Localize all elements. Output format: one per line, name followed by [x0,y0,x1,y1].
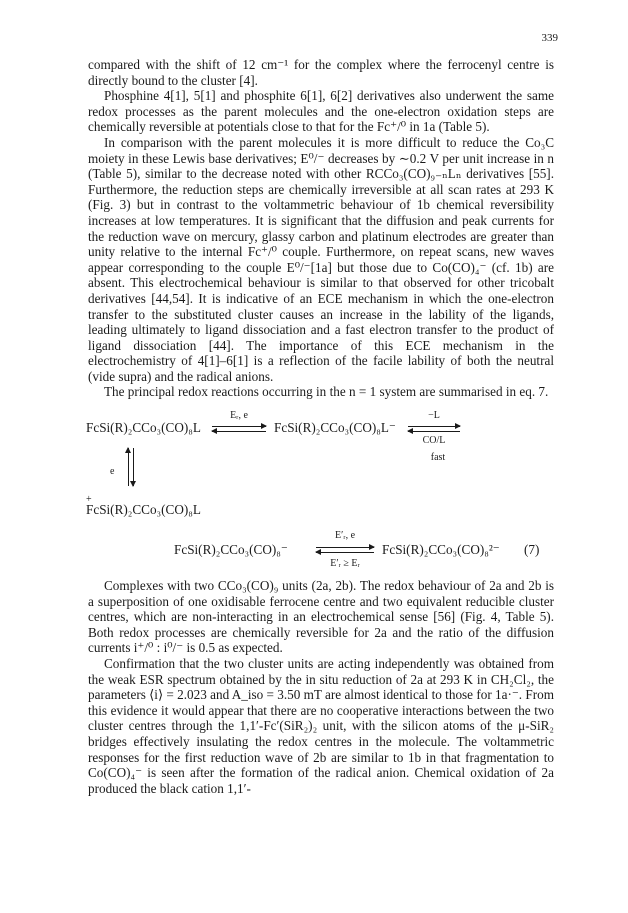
species-anion: FcSi(R)₂CCo₃(CO)₈L⁻ [274,420,396,436]
species-dianion: FcSi(R)₂CCo₃(CO)₈²⁻ [382,542,500,558]
arrow1-back [212,431,266,432]
paragraph-3: In comparison with the parent molecules it is more difficult to reduce the Co₃C moiety in these Lewis base derivatives; E⁰/⁻ decreases by ∼0.2 V per unit increase in n (Table 5), similar to the decrease noted with other RCCo₃(CO)₉₋ₙLₙ derivatives [55]. Furthermore, the reduction steps are chemically irreversible at all scan rates at 293 K (Fig. 3) but in contrast to the voltammetric behaviour of 1b chemical reversibility increases at low temperatures. It is significant that the diffusion and peak currents for the reduction wave on mercury, glassy carbon and platinum electrodes are greater than unity relative to the internal Fc⁺/⁰ couple. Furthermore, on repeat scans, new waves appear corresponding to the couple E⁰/⁻[1a] but those due to Co(CO)₄⁻ (cf. 1b) are absent. This electrochemical behaviour is similar to that observed for other tricobalt derivatives [44,54]. It is indicative of an ECE mechanism in which the one-electron transfer to the substituted cluster causes an increase in the lability of the ligands, leading ultimately to ligand dissociation and a fast electron transfer to the product of ligand dissociation [44]. The importance of this ECE mechanism in the electrochemistry of 4[1]–6[1] is a reflection of the facile lability of both the neutral (vide supra) and the radical anions. [88,134,554,384]
plus-sign: + [86,494,92,506]
page-number: 339 [541,32,558,44]
paragraph-4: The principal redox reactions occurring in the n = 1 system are summarised in eq. 7. [104,384,549,400]
body-text [88,57,554,796]
equation-number: (7) [524,542,540,558]
arrow3-back [316,552,374,553]
arrow1-forward [212,426,266,427]
arrow2-top-label: −L [428,410,440,422]
arrow3-top-label: E′ᵣ, e [334,530,356,542]
electron-label: e [110,466,115,478]
paragraph-2: Phosphine 4[1], 5[1] and phosphite 6[1], 6[2] derivatives also underwent the same redox processes as the parent molecules and the one-electron oxidation steps are chemically reversible at potentials close to that for the Fc⁺/⁰ in 1a (Table 5). [88,88,554,135]
vertical-arrow-up [128,448,129,486]
paragraph-1: compared with the shift of 12 cm⁻¹ for the complex where the ferrocenyl centre is directly bound to the cluster [4]. [88,57,554,88]
paragraph-6: Confirmation that the two cluster units are acting independently was obtained from the weak ESR spectrum obtained by the in situ reduction of 2a at 293 K in CH₂Cl₂, the parameters ⟨i⟩ = 2.023 and A_iso = 3.50 mT are almost identical to those for 1a·⁻. From this evidence it would appear that there are no cooperative interactions between the two cluster centres through the 1,1′-Fc′(SiR₂)₂ unit, with the silicon atoms of the μ-SiR₂ bridges effectively insulating the redox centres in the molecule. The voltammetric responses for the first reduction wave of 2b are similar to 1b in that fragmentation to Co(CO)₄⁻ is seen after the formation of the radical anion. Chemical oxidation of 2a produced the black cation 1,1′- [88,656,554,796]
arrow3-forward [316,547,374,548]
fast-label: fast [430,452,446,464]
paragraph-5: Complexes with two CCo₃(CO)₉ units (2a, 2b). The redox behaviour of 2a and 2b is a superposition of one oxidisable ferrocene centre and two equivalent reducible cluster centres, which are non-interacting in an electrochemical sense [56] (Fig. 4, Table 5). Both redox processes are chemically reversible for 2a and the ratio of the diffusion currents i⁺/⁰ : i⁰/⁻ is 0.5 as expected. [88,578,554,656]
species-monoanion: FcSi(R)₂CCo₃(CO)₈⁻ [174,542,288,558]
species-cation: FcSi(R)₂CCo₃(CO)₈L [86,502,201,518]
vertical-arrow-down [133,448,134,486]
arrow3-bottom-label: E′ᵣ ≥ Eᵣ [330,558,360,570]
arrow2-forward [408,426,460,427]
reaction-scheme-eq7 [88,410,554,570]
arrow1-label: Eᵣ, e [230,410,248,422]
arrow2-back [408,431,460,432]
species-neutral: FcSi(R)₂CCo₃(CO)₈L [86,420,201,436]
arrow2-bottom-label: CO/L [422,435,446,447]
